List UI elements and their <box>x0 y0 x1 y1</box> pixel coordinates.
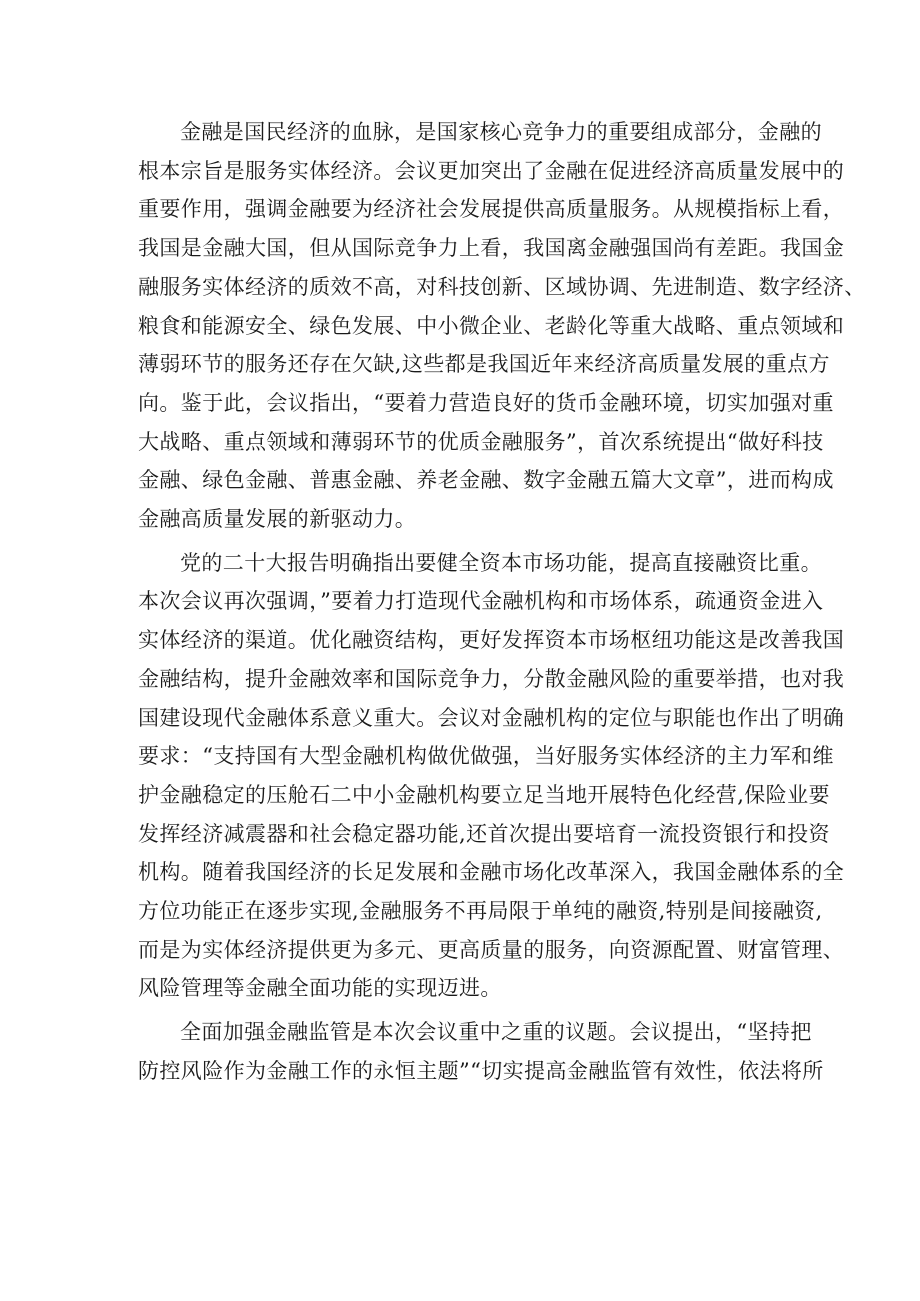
paragraph-line: 发挥经济减震器和社会稳定器功能,还首次提出要培育一流投资银行和投资 <box>138 821 830 846</box>
paragraph-line: 向。鉴于此，会议指出，“要着力营造良好的货币金融环境，切实加强对重 <box>138 390 834 415</box>
paragraph-line: 大战略、重点领域和薄弱环节的优质金融服务”，首次系统提出“做好科技 <box>138 429 824 454</box>
paragraph-line: 金融结构，提升金融效率和国际竞争力，分散金融风险的重要举措，也对我 <box>138 666 845 691</box>
paragraph-financial-regulation <box>138 1013 824 1090</box>
paragraph-line: 本次会议再次强调，”要着力打造现代金融机构和市场体系，疏通资金进入 <box>138 589 824 614</box>
paragraph-line: 根本宗旨是服务实体经济。会议更加突出了金融在促进经济高质量发展中的 <box>138 158 845 183</box>
paragraph-line: 我国是金融大国，但从国际竞争力上看，我国离金融强国尚有差距。我国金 <box>138 236 845 261</box>
paragraph-line: 金融是国民经济的血脉，是国家核心竞争力的重要组成部分，金融的 <box>180 120 822 144</box>
paragraph-line: 全面加强金融监管是本次会议重中之重的议题。会议提出，“坚持把 <box>180 1020 812 1045</box>
paragraph-line: 风险管理等金融全面功能的实现迈进。 <box>138 976 502 1001</box>
paragraph-line: 融服务实体经济的质效不高，对科技创新、区域协调、先进制造、数字经济、 <box>138 274 866 299</box>
document-body <box>138 113 866 1096</box>
paragraph-line: 党的二十大报告明确指出要健全资本市场功能，提高直接融资比重。 <box>180 550 822 575</box>
paragraph-line: 粮食和能源安全、绿色发展、中小微企业、老龄化等重大战略、重点领域和 <box>138 313 845 338</box>
paragraph-finance-purpose <box>138 113 866 539</box>
paragraph-line: 要求：“支持国有大型金融机构做优做强，当好服务实体经济的主力军和维 <box>138 744 834 769</box>
paragraph-capital-market <box>138 544 845 1008</box>
paragraph-line: 金融高质量发展的新驱动力。 <box>138 507 417 532</box>
paragraph-line: 薄弱环节的服务还存在欠缺,这些都是我国近年来经济高质量发展的重点方 <box>138 352 830 377</box>
paragraph-line: 实体经济的渠道。优化融资结构，更好发挥资本市场枢纽功能这是改善我国 <box>138 628 845 653</box>
paragraph-line: 国建设现代金融体系意义重大。会议对金融机构的定位与职能也作出了明确 <box>138 705 845 730</box>
paragraph-line: 金融、绿色金融、普惠金融、养老金融、数字金融五篇大文章”，进而构成 <box>138 468 834 493</box>
paragraph-line: 护金融稳定的压舱石二中小金融机构要立足当地开展特色化经营,保险业要 <box>138 782 830 807</box>
paragraph-line: 防控风险作为金融工作的永恒主题”“切实提高金融监管有效性，依法将所 <box>138 1058 824 1083</box>
paragraph-line: 方位功能正在逐步实现,金融服务不再局限于单纯的融资,特别是间接融资, <box>138 899 823 924</box>
paragraph-line: 而是为实体经济提供更为多元、更高质量的服务，向资源配置、财富管理、 <box>138 937 845 962</box>
paragraph-line: 机构。随着我国经济的长足发展和金融市场化改革深入，我国金融体系的全 <box>138 860 845 885</box>
paragraph-line: 重要作用，强调金融要为经济社会发展提供高质量服务。从规模指标上看， <box>138 197 845 222</box>
